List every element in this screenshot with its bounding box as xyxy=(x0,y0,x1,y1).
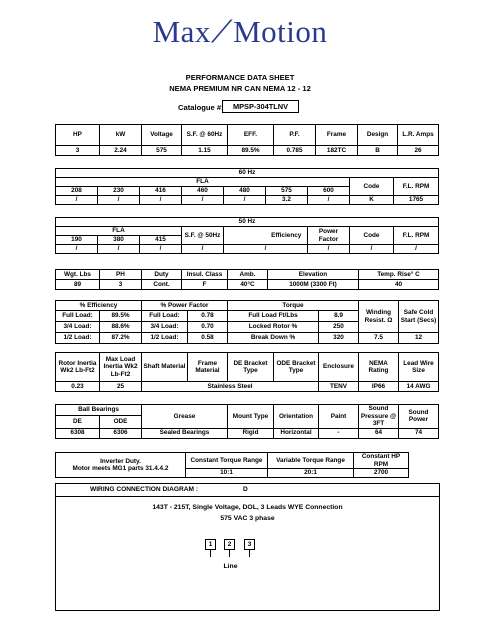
lead-wire-2 xyxy=(229,550,230,557)
val-lead-wire: 14 AWG xyxy=(399,382,439,392)
basic-specs-table xyxy=(55,124,439,156)
val-sound-power: 74 xyxy=(399,428,439,438)
efficiency-header: % Efficiency xyxy=(56,301,142,311)
line-label: Line xyxy=(223,563,238,570)
50hz-sf-value: / xyxy=(182,245,224,254)
inverter-duty-label: Inverter Duty. xyxy=(100,457,141,465)
val-kw: 2.24 xyxy=(100,146,142,156)
catalogue-number: MPSP-304TLNV xyxy=(222,100,299,113)
winding-value: 7.5 xyxy=(359,333,399,344)
hdr-rotor-inertia: Rotor Inertia Wk2 Lb-Ft2 xyxy=(56,353,100,382)
60hz-rpm-header: F.L. RPM xyxy=(394,178,439,196)
mg1-compliance-label: Motor meets MG1 parts 31.4.4.2 xyxy=(72,465,169,472)
general-specs-table xyxy=(55,269,439,290)
load-label: Full Load: xyxy=(56,311,100,322)
50hz-title: 50 Hz xyxy=(56,218,439,227)
paint-header: Paint xyxy=(319,405,359,429)
ball-bearings-header: Ball Bearings xyxy=(56,405,142,416)
60hz-code-value: K xyxy=(350,196,394,205)
torque-value: 320 xyxy=(319,333,359,344)
val-orientation: Horizontal xyxy=(274,428,319,438)
inverter-duty-cell xyxy=(56,453,186,478)
pf-load-label: 1/2 Load: xyxy=(142,333,188,344)
lead-terminal-1: 1 xyxy=(205,539,216,550)
hdr-lead-wire: Lead Wire Size xyxy=(399,353,439,382)
fla-50hz-table xyxy=(55,217,439,254)
val-weight: 89 xyxy=(56,280,100,290)
volt-575: 575 xyxy=(266,187,308,196)
val-rotor-inertia: 0.23 xyxy=(56,382,100,392)
50hz-pf-value: / xyxy=(308,245,350,254)
torque-label: Full Load Ft/Lbs xyxy=(228,311,319,322)
50hz-eff-header: Efficiency xyxy=(266,227,308,245)
torque-label: Locked Rotor % xyxy=(228,322,319,333)
val-hp: 3 xyxy=(56,146,100,156)
wiring-diagram-code: D xyxy=(243,486,248,493)
fla-230: / xyxy=(98,196,140,205)
val-grease: Sealed Bearings xyxy=(142,428,228,438)
hdr-elevation: Elevation xyxy=(268,270,359,280)
torque-value: 8.9 xyxy=(319,311,359,322)
pf-value: 0.58 xyxy=(188,333,228,344)
50hz-sf-header: S.F. @ 50Hz xyxy=(182,227,224,245)
fla-416: / xyxy=(140,196,182,205)
safe-cold-value: 12 xyxy=(399,333,439,344)
hdr-ode-bracket: ODE Bracket Type xyxy=(274,353,319,382)
hdr-pf: P.F. xyxy=(274,125,316,146)
val-lr-amps: 26 xyxy=(398,146,439,156)
torque-header: Torque xyxy=(228,301,359,311)
pf-load-label: 3/4 Load: xyxy=(142,322,188,333)
50hz-rpm-header: F.L. RPM xyxy=(394,227,439,245)
hdr-phase: PH xyxy=(100,270,142,280)
connection-description: 143T - 215T, Single Voltage, DOL, 3 Leads WYE Connection xyxy=(152,504,343,511)
val-max-load-inertia: 25 xyxy=(100,382,142,392)
torque-value: 250 xyxy=(319,322,359,333)
volt-208: 208 xyxy=(56,187,98,196)
volt-600: 600 xyxy=(308,187,350,196)
bearings-table xyxy=(55,404,439,439)
hdr-frame-material: Frame Material xyxy=(188,353,228,382)
construction-table xyxy=(55,352,439,392)
val-material: Stainless Steel xyxy=(142,382,319,392)
sheet-title: PERFORMANCE DATA SHEET xyxy=(185,73,295,82)
val-nema-rating: IP66 xyxy=(359,382,399,392)
volt-460: 460 xyxy=(182,187,224,196)
de-header: DE xyxy=(56,415,100,428)
hdr-hp: HP xyxy=(56,125,100,146)
fla-190: / xyxy=(56,245,98,254)
hdr-frame: Frame xyxy=(316,125,358,146)
winding-header: Winding Resist. Ω xyxy=(359,301,399,333)
volt-380: 380 xyxy=(98,236,140,245)
val-eff: 89.5% xyxy=(228,146,274,156)
pf-load-label: Full Load: xyxy=(142,311,188,322)
val-constant-torque: 10:1 xyxy=(186,469,268,478)
hdr-lr-amps: L.R. Amps xyxy=(398,125,439,146)
val-paint: - xyxy=(319,428,359,438)
hdr-nema-rating: NEMA Rating xyxy=(359,353,399,382)
50hz-blank xyxy=(224,227,266,245)
fla-600: / xyxy=(308,196,350,205)
hdr-ambient: Amb. xyxy=(228,270,268,280)
hdr-de-bracket: DE Bracket Type xyxy=(228,353,274,382)
fla-415: / xyxy=(140,245,182,254)
val-sf60: 1.15 xyxy=(182,146,228,156)
volt-416: 416 xyxy=(140,187,182,196)
val-voltage: 575 xyxy=(142,146,182,156)
val-temp-rise: 40 xyxy=(359,280,439,290)
fla-380: / xyxy=(98,245,140,254)
eff-value: 89.5% xyxy=(100,311,142,322)
50hz-code-value: / xyxy=(350,245,394,254)
wiring-diagram-header xyxy=(56,484,439,497)
volt-480: 480 xyxy=(224,187,266,196)
hdr-constant-hp: Constant HP RPM xyxy=(354,453,409,469)
val-mount: Rigid xyxy=(228,428,274,438)
sheet-subtitle: NEMA PREMIUM NR CAN NEMA 12 - 12 xyxy=(169,84,311,93)
hdr-kw: kW xyxy=(100,125,142,146)
volt-230: 230 xyxy=(98,187,140,196)
val-frame: 182TC xyxy=(316,146,358,156)
val-duty: Cont. xyxy=(142,280,182,290)
grease-header: Grease xyxy=(142,405,228,429)
catalogue-label: Catalogue #: xyxy=(178,103,224,112)
val-elevation: 1000M (3300 Ft) xyxy=(268,280,359,290)
hdr-eff: EFF. xyxy=(228,125,274,146)
fla-575: 3.2 xyxy=(266,196,308,205)
lead-terminal-3: 3 xyxy=(244,539,255,550)
50hz-code-header: Code xyxy=(350,227,394,245)
safe-cold-header: Safe Cold Start (Secs) xyxy=(399,301,439,333)
volt-415: 415 xyxy=(140,236,182,245)
inverter-table xyxy=(55,452,409,478)
50hz-pf-header: Power Factor xyxy=(308,227,350,245)
val-sound-pressure: 64 xyxy=(359,428,399,438)
pf-value: 0.78 xyxy=(188,311,228,322)
torque-label: Break Down % xyxy=(228,333,319,344)
lead-wire-1 xyxy=(210,550,211,557)
val-enclosure: TENV xyxy=(319,382,359,392)
60hz-fla-header: FLA xyxy=(56,178,350,187)
hdr-insul-class: Insul. Class xyxy=(182,270,228,280)
orientation-header: Orientation xyxy=(274,405,319,429)
brand-logo: Max⟋Motion xyxy=(152,14,328,49)
val-insul-class: F xyxy=(182,280,228,290)
val-design: B xyxy=(358,146,398,156)
hdr-constant-torque: Constant Torque Range xyxy=(186,453,268,469)
60hz-rpm-value: 1765 xyxy=(394,196,439,205)
load-label: 3/4 Load: xyxy=(56,322,100,333)
load-label: 1/2 Load: xyxy=(56,333,100,344)
val-ode: 6306 xyxy=(100,428,142,438)
50hz-fla-header: FLA xyxy=(56,227,182,236)
hdr-temp-rise: Temp. Rise° C xyxy=(359,270,439,280)
val-de: 6308 xyxy=(56,428,100,438)
val-phase: 3 xyxy=(100,280,142,290)
ode-header: ODE xyxy=(100,415,142,428)
hdr-max-load-inertia: Max Load Inertia Wk2 Lb-Ft2 xyxy=(100,353,142,382)
hdr-shaft-material: Shaft Material xyxy=(142,353,188,382)
hdr-design: Design xyxy=(358,125,398,146)
eff-value: 87.2% xyxy=(100,333,142,344)
fla-480: / xyxy=(224,196,266,205)
val-pf: 0.785 xyxy=(274,146,316,156)
voltage-description: 575 VAC 3 phase xyxy=(220,515,275,522)
fla-208: / xyxy=(56,196,98,205)
lead-terminal-2: 2 xyxy=(224,539,235,550)
50hz-eff-value: / xyxy=(224,245,308,254)
power-factor-header: % Power Factor xyxy=(142,301,228,311)
hdr-weight: Wgt. Lbs xyxy=(56,270,100,280)
mount-type-header: Mount Type xyxy=(228,405,274,429)
fla-460: / xyxy=(182,196,224,205)
60hz-code-header: Code xyxy=(350,178,394,196)
performance-table xyxy=(55,300,439,344)
hdr-sf60: S.F. @ 60Hz xyxy=(182,125,228,146)
hdr-enclosure: Enclosure xyxy=(319,353,359,382)
60hz-title: 60 Hz xyxy=(56,169,439,178)
wiring-diagram xyxy=(55,483,440,611)
hdr-variable-torque: Variable Torque Range xyxy=(268,453,354,469)
val-variable-torque: 20:1 xyxy=(268,469,354,478)
sound-pressure-header: Sound Pressure @ 3FT xyxy=(359,405,399,429)
wiring-diagram-label: WIRING CONNECTION DIAGRAM : xyxy=(90,486,199,493)
sound-power-header: Sound Power xyxy=(399,405,439,429)
volt-190: 190 xyxy=(56,236,98,245)
fla-60hz-table xyxy=(55,168,439,205)
val-ambient: 40°C xyxy=(228,280,268,290)
50hz-rpm-value: / xyxy=(394,245,439,254)
eff-value: 88.6% xyxy=(100,322,142,333)
lead-wire-3 xyxy=(249,550,250,557)
hdr-voltage: Voltage xyxy=(142,125,182,146)
pf-value: 0.70 xyxy=(188,322,228,333)
val-constant-hp: 2700 xyxy=(354,469,409,478)
hdr-duty: Duty xyxy=(142,270,182,280)
